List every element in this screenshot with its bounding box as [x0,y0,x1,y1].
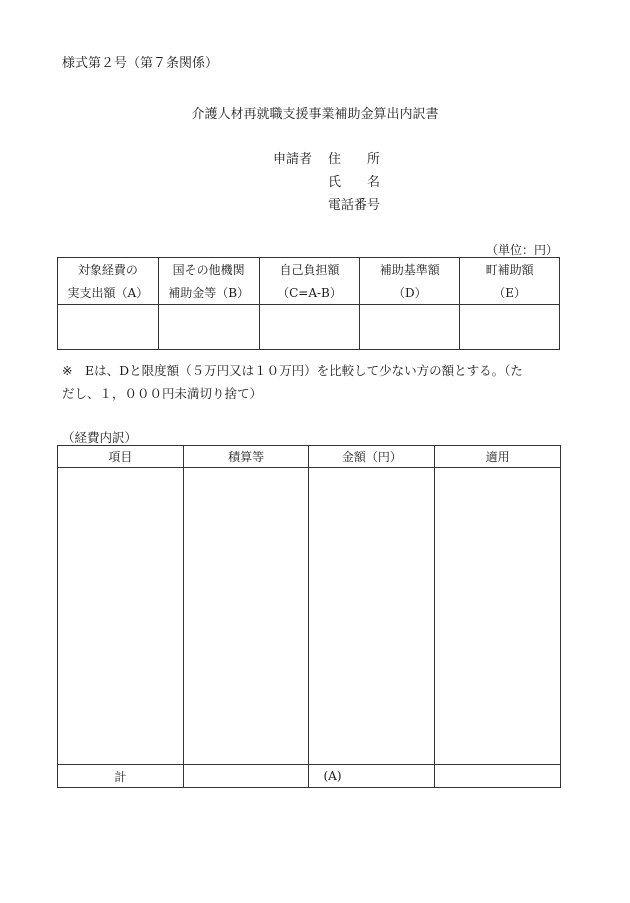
summary-col-header-1: 対象経費の [58,258,159,282]
summary-col-subheader-3: （C=A-B） [259,281,360,305]
applicant-name-label: 氏 名 [328,175,381,190]
subsidy-summary-table [57,257,560,350]
breakdown-total-remarks-cell[interactable] [435,765,561,788]
breakdown-amount-cell[interactable] [309,468,435,765]
breakdown-header-remarks: 適用 [435,446,561,468]
breakdown-header-item: 項目 [58,446,184,468]
summary-value-cell[interactable] [158,305,259,350]
unit-note: （単位：円） [485,243,558,257]
breakdown-section-label: （経費内訳） [62,430,138,445]
breakdown-item-cell[interactable] [58,468,184,765]
summary-value-cell[interactable] [460,305,560,350]
document-title: 介護人材再就職支援事業補助金算出内訳書 [191,107,439,122]
summary-value-cell[interactable] [259,305,360,350]
breakdown-header-calculation: 積算等 [183,446,309,468]
summary-col-subheader-4: （D） [360,281,460,305]
form-number: 様式第２号（第７条関係） [62,56,219,71]
summary-col-header-3: 自己負担額 [259,258,360,282]
summary-col-header-4: 補助基準額 [360,258,460,282]
summary-col-subheader-5: （E） [460,281,560,305]
calculation-note-line-1: ※ Eは、Dと限度額（５万円又は１０万円）を比較して少ない方の額とする。（た [62,363,523,378]
breakdown-total-label: 計 [58,765,184,788]
summary-col-header-5: 町補助額 [460,258,560,282]
breakdown-total-calculation-cell[interactable] [183,765,309,788]
summary-value-cell[interactable] [360,305,460,350]
breakdown-calculation-cell[interactable] [183,468,309,765]
breakdown-remarks-cell[interactable] [435,468,561,765]
applicant-phone-label: 電話番号 [328,198,381,213]
applicant-role-label: 申請者 [273,152,313,167]
summary-col-subheader-2: 補助金等（B） [158,281,259,305]
applicant-address-label: 住 所 [328,152,381,167]
calculation-note [62,359,572,405]
summary-value-cell[interactable] [58,305,159,350]
breakdown-header-amount: 金額（円） [309,446,435,468]
calculation-note-line-2: だし、１，０００円未満切り捨て） [62,386,263,401]
summary-col-header-2: 国その他機関 [158,258,259,282]
summary-col-subheader-1: 実支出額（A） [58,281,159,305]
expense-breakdown-table [57,445,561,788]
breakdown-total-amount-cell[interactable]: (A) [309,765,435,788]
